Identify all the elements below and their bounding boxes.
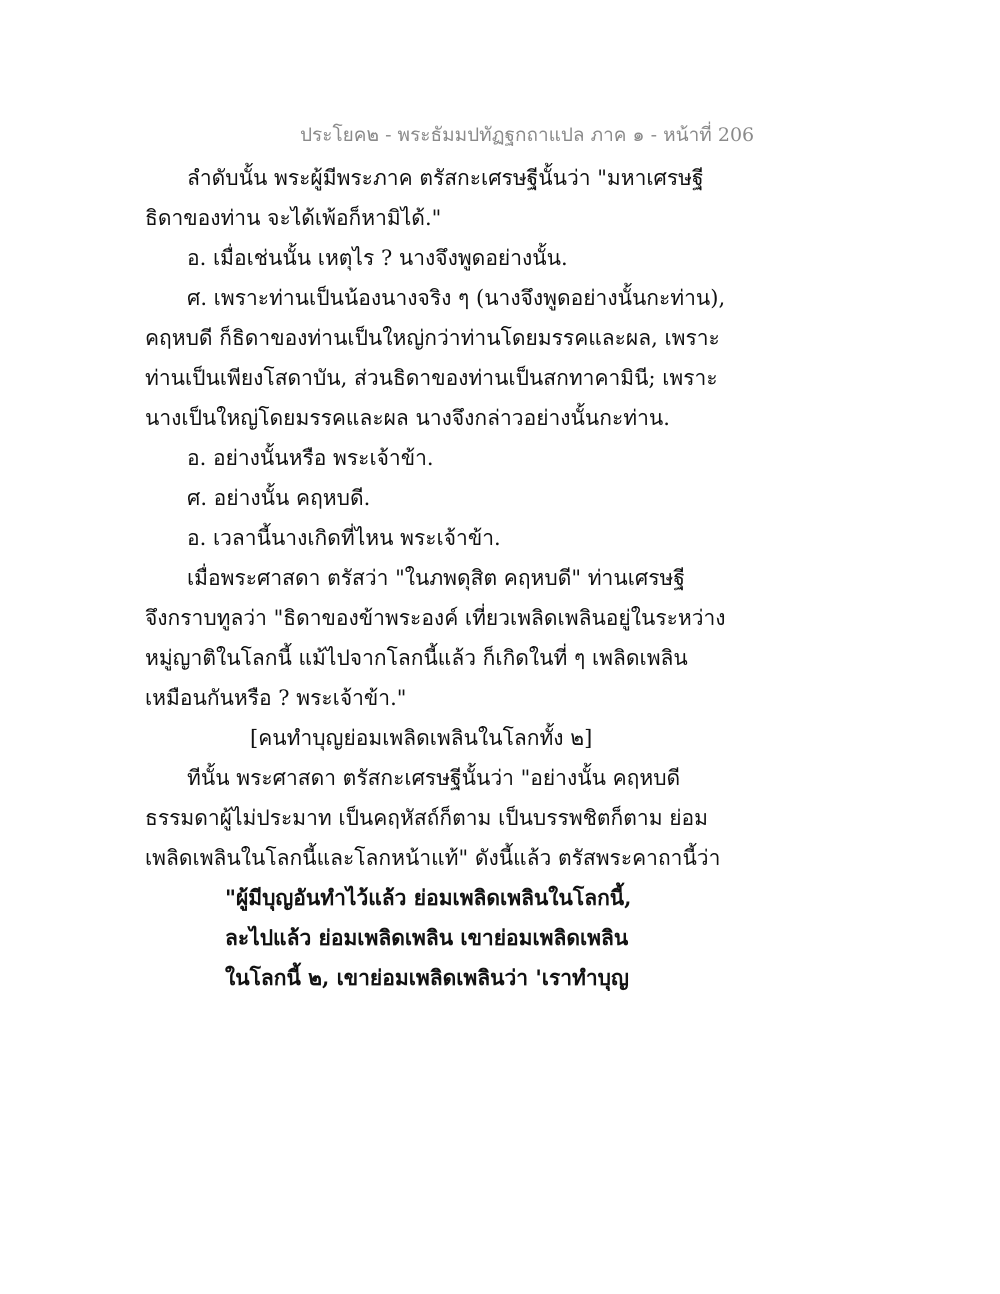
- paragraph-line: ท่านเป็นเพียงโสดาบัน, ส่วนธิดาของท่านเป็นสกทาคามินี; เพราะ: [145, 366, 718, 390]
- page-running-header: ประโยค๒ - พระธัมมปทัฏฐกถาแปล ภาค ๑ - หน้าที่ 206: [300, 124, 755, 146]
- paragraph-line: ทีนั้น พระศาสดา ตรัสกะเศรษฐีนั้นว่า "อย่างนั้น คฤหบดี: [187, 766, 681, 790]
- verse-line: "ผู้มีบุญอันทำไว้แล้ว ย่อมเพลิดเพลินในโลกนี้,: [225, 885, 632, 910]
- verse-line: ในโลกนี้ ๒, เขาย่อมเพลิดเพลินว่า 'เราทำบุญ: [225, 965, 629, 990]
- paragraph-line: ลำดับนั้น พระผู้มีพระภาค ตรัสกะเศรษฐีนั้นว่า "มหาเศรษฐี: [187, 166, 704, 190]
- paragraph-line: เพลิดเพลินในโลกนี้และโลกหน้าแท้" ดังนี้แล้ว ตรัสพระคาถานี้ว่า: [145, 846, 721, 870]
- paragraph-line: จึงกราบทูลว่า "ธิดาของข้าพระองค์ เที่ยวเพลิดเพลินอยู่ในระหว่าง: [145, 606, 726, 630]
- page-body: [145, 158, 726, 998]
- paragraph-line: ธรรมดาผู้ไม่ประมาท เป็นคฤหัสถ์ก็ตาม เป็นบรรพชิตก็ตาม ย่อม: [145, 806, 708, 830]
- paragraph-line: หมู่ญาติในโลกนี้ แม้ไปจากโลกนี้แล้ว ก็เกิดในที่ ๆ เพลิดเพลิน: [145, 646, 688, 670]
- paragraph-line: นางเป็นใหญ่โดยมรรคและผล นางจึงกล่าวอย่างนั้นกะท่าน.: [145, 406, 670, 430]
- dialogue-line: อ. เมื่อเช่นนั้น เหตุไร ? นางจึงพูดอย่างนั้น.: [187, 246, 568, 270]
- paragraph-line: เหมือนกันหรือ ? พระเจ้าข้า.": [145, 686, 407, 710]
- paragraph-line: ศ. เพราะท่านเป็นน้องนางจริง ๆ (นางจึงพูดอย่างนั้นกะท่าน),: [187, 286, 726, 310]
- dialogue-line: ศ. อย่างนั้น คฤหบดี.: [187, 486, 371, 510]
- dialogue-line: อ. เวลานี้นางเกิดที่ไหน พระเจ้าข้า.: [187, 526, 501, 550]
- section-subheading: [คนทำบุญย่อมเพลิดเพลินในโลกทั้ง ๒]: [250, 726, 593, 750]
- dialogue-line: อ. อย่างนั้นหรือ พระเจ้าข้า.: [187, 446, 434, 470]
- paragraph-line: คฤหบดี ก็ธิดาของท่านเป็นใหญ่กว่าท่านโดยมรรคและผล, เพราะ: [145, 326, 720, 350]
- paragraph-line: เมื่อพระศาสดา ตรัสว่า "ในภพดุสิต คฤหบดี" ท่านเศรษฐี: [187, 566, 685, 590]
- paragraph-line: ธิดาของท่าน จะได้เพ้อก็หามิได้.": [145, 206, 442, 230]
- verse-line: ละไปแล้ว ย่อมเพลิดเพลิน เขาย่อมเพลิดเพลิน: [225, 925, 629, 950]
